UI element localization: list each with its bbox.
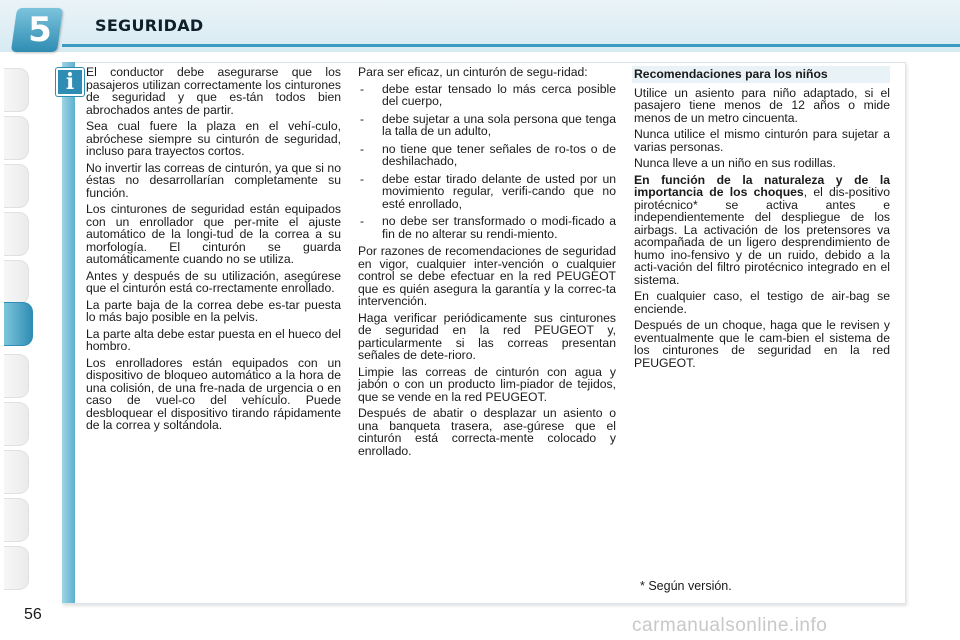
list-item-text: debe estar tirado delante de usted por un movimiento regular, verifi-cando que no esté enrollado,	[382, 171, 616, 211]
list-item	[358, 113, 616, 138]
footnote: * Según versión.	[640, 579, 732, 593]
watermark: carmanualsonline.info	[632, 615, 828, 636]
paragraph: Utilice un asiento para niño adaptado, si el pasajero tiene menos de 12 años o mide menos de un metro cincuenta.	[634, 85, 890, 125]
paragraph: Nunca utilice el mismo cinturón para sujetar a varias personas.	[634, 127, 890, 154]
chapter-tabs	[0, 58, 40, 578]
dash-bullet: -	[360, 81, 365, 96]
chapter-tab-5[interactable]	[4, 260, 29, 304]
column-middle	[358, 66, 616, 461]
info-sidebar-bar	[62, 62, 75, 603]
chapter-tab-2[interactable]	[4, 116, 29, 160]
page-number: 56	[24, 606, 42, 623]
column-left	[86, 66, 341, 436]
chapter-tab-7[interactable]	[4, 354, 29, 398]
info-icon: i	[56, 68, 84, 96]
header-rule	[62, 44, 960, 47]
pretensioner-text: , el dis-positivo pirotécnico* se activa antes e independientemente del despliegue de los airbags. La activación de los pretensores va acompañada de un ligero desprendimiento de humo ino-fensivo y de un ruido, debido a la acti-vación del filtro pirotécnico integrado en el sistema.	[634, 185, 890, 287]
requirements-list	[358, 83, 616, 241]
paragraph: La parte baja de la correa debe es-tar puesta lo más bajo posible en la pelvis.	[86, 297, 341, 324]
list-item	[358, 173, 616, 211]
chapter-tab-1[interactable]	[4, 68, 29, 112]
dash-bullet: -	[360, 214, 365, 228]
chapter-tab-3[interactable]	[4, 164, 29, 208]
paragraph: Antes y después de su utilización, asegúrese que el cinturón está co-rrectamente enrollado.	[86, 268, 341, 295]
column-right	[634, 66, 890, 373]
list-item	[358, 215, 616, 240]
pretensioner-heading: En función de la naturaleza y de la importancia de los choques	[634, 172, 890, 199]
chapter-tab-8[interactable]	[4, 402, 29, 446]
paragraph: El conductor debe asegurarse que los pasajeros utilizan correctamente los cinturones de seguridad y que es-tán todos bien abrochados antes de partir.	[86, 65, 341, 117]
list-item-text: debe estar tensado lo más cerca posible del cuerpo,	[382, 81, 616, 108]
paragraph: Después de un choque, haga que le revisen y eventualmente que le cam-bien el sistema de los cinturones de seguridad en la red PEUGEOT.	[634, 318, 890, 370]
chapter-number: 5	[28, 10, 52, 50]
chapter-tab-active[interactable]	[4, 302, 33, 346]
dash-bullet: -	[360, 111, 365, 126]
list-item-text: no tiene que tener señales de ro-tos o de deshilachado,	[382, 141, 616, 168]
paragraph: Limpie las correas de cinturón con agua y jabón o con un producto lim-piador de tejidos, que se vende en la red PEUGEOT.	[358, 364, 616, 404]
children-recommendations-heading: Recomendaciones para los niños	[632, 66, 890, 83]
paragraph: La parte alta debe estar puesta en el hueco del hombro.	[86, 326, 341, 353]
paragraph: Los enrolladores están equipados con un dispositivo de bloqueo automático a la hora de una colisión, de una fre-nada de urgencia o en caso de vuel-co del vehículo. Puede desbloquear el dispositivo tirando rápidamente de la correa y soltándola.	[86, 355, 341, 432]
paragraph: Después de abatir o desplazar un asiento o una banqueta trasera, ase-gúrese que el cinturón está correcta-mente colocado y enrollado.	[358, 406, 616, 458]
dash-bullet: -	[360, 141, 365, 156]
paragraph: Haga verificar periódicamente sus cinturones de seguridad en la red PEUGEOT y, particularmente si las correas presentan señales de dete-rioro.	[358, 310, 616, 362]
list-item	[358, 83, 616, 108]
chapter-tab-10[interactable]	[4, 498, 29, 542]
paragraph: No invertir las correas de cinturón, ya que si no éstas no desarrollarían completamente su función.	[86, 160, 341, 200]
paragraph: Los cinturones de seguridad están equipados con un enrollador que per-mite el ajuste automático de la longi-tud de la correa a su morfología. El cinturón se guarda automáticamente cuando no se utiliza.	[86, 202, 341, 266]
chapter-tab-11[interactable]	[4, 546, 29, 590]
list-item	[358, 143, 616, 168]
chapter-tab-9[interactable]	[4, 450, 29, 494]
paragraph: Nunca lleve a un niño en sus rodillas.	[634, 156, 836, 170]
paragraph: Sea cual fuere la plaza en el vehí-culo, abróchese siempre su cinturón de seguridad, incluso para trayectos cortos.	[86, 119, 341, 158]
paragraph: En cualquier caso, el testigo de air-bag se enciende.	[634, 289, 890, 316]
list-item-text: no debe ser transformado o modi-ficado a fin de no alterar su rendi-miento.	[382, 214, 616, 241]
paragraph: Por razones de recomendaciones de seguridad en vigor, cualquier inter-vención o cualquier control se debe efectuar en la red PEUGEOT que es quién asegura la garantía y la correc-ta intervención.	[358, 244, 616, 308]
pretensioner-paragraph	[634, 174, 890, 287]
dash-bullet: -	[360, 171, 365, 186]
chapter-tab-4[interactable]	[4, 212, 29, 256]
list-item-text: debe sujetar a una sola persona que tenga la talla de un adulto,	[382, 111, 616, 138]
section-title: SEGURIDAD	[95, 16, 204, 35]
paragraph-intro: Para ser eficaz, un cinturón de segu-ridad:	[358, 65, 588, 79]
